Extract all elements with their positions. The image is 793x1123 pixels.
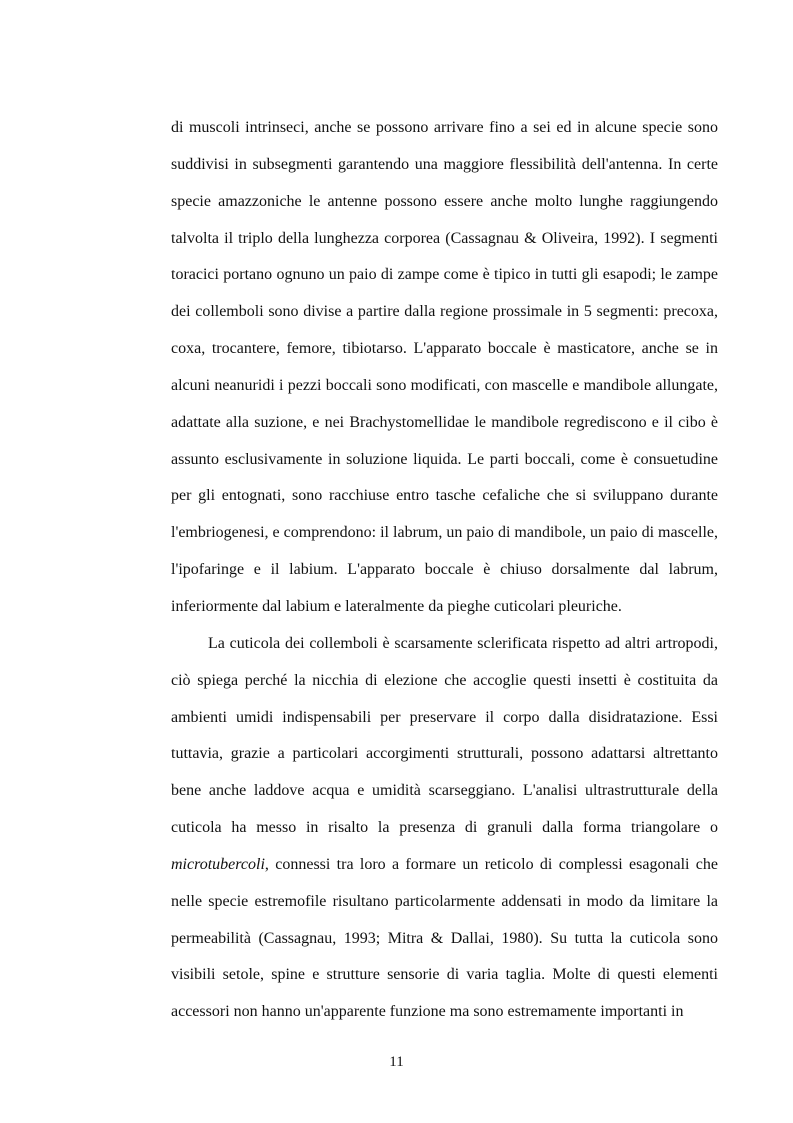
paragraph-cuticola-text-end: , connessi tra loro a formare un reticolo di complessi esagonali che nelle specie estremofile risultano particolarmente addensati in modo da limitare la permeabilità (Cassagnau, 1993; Mitra & Dallai, 1980). Su tutta la cuticola sono visibili setole, spine e strutture sensorie di varia taglia. Molte di questi elementi accessori non hanno un'apparente funzione ma sono estremamente importanti in xyxy=(171,855,718,1021)
term-microtubercoli: microtubercoli xyxy=(171,855,265,873)
page-number: 11 xyxy=(389,1054,404,1070)
body-text xyxy=(171,110,718,1031)
paragraph-cuticola-text-start: La cuticola dei collemboli è scarsamente sclerificata rispetto ad altri artropodi, ciò spiega perché la nicchia di elezione che accoglie questi insetti è costituita da ambienti umidi indispensabili per preservare il corpo dalla disidratazione. Essi tuttavia, grazie a particolari accorgimenti strutturali, possono adattarsi altrettanto bene anche laddove acqua e umidità scarseggiano. L'analisi ultrastrutturale della cuticola ha messo in risalto la presenza di granuli dalla forma triangolare o xyxy=(171,634,718,837)
paragraph-antenne-zampe-apparato-boccale: di muscoli intrinseci, anche se possono arrivare fino a sei ed in alcune specie sono suddivisi in subsegmenti garantendo una maggiore flessibilità dell'antenna. In certe specie amazzoniche le antenne possono essere anche molto lunghe raggiungendo talvolta il triplo della lunghezza corporea (Cassagnau & Oliveira, 1992). I segmenti toracici portano ognuno un paio di zampe come è tipico in tutti gli esapodi; le zampe dei collemboli sono divise a partire dalla regione prossimale in 5 segmenti: precoxa, coxa, trocantere, femore, tibiotarso. L'apparato boccale è masticatore, anche se in alcuni neanuridi i pezzi boccali sono modificati, con mascelle e mandibole allungate, adattate alla suzione, e nei Brachystomellidae le mandibole regrediscono e il cibo è assunto esclusivamente in soluzione liquida. Le parti boccali, come è consuetudine per gli entognati, sono racchiuse entro tasche cefaliche che si sviluppano durante l'embriogenesi, e comprendono: il labrum, un paio di mandibole, un paio di mascelle, l'ipofaringe e il labium. L'apparato boccale è chiuso dorsalmente dal labrum, inferiormente dal labium e lateralmente da pieghe cuticolari pleuriche. xyxy=(171,119,718,615)
paragraph-cuticola xyxy=(171,626,718,1031)
